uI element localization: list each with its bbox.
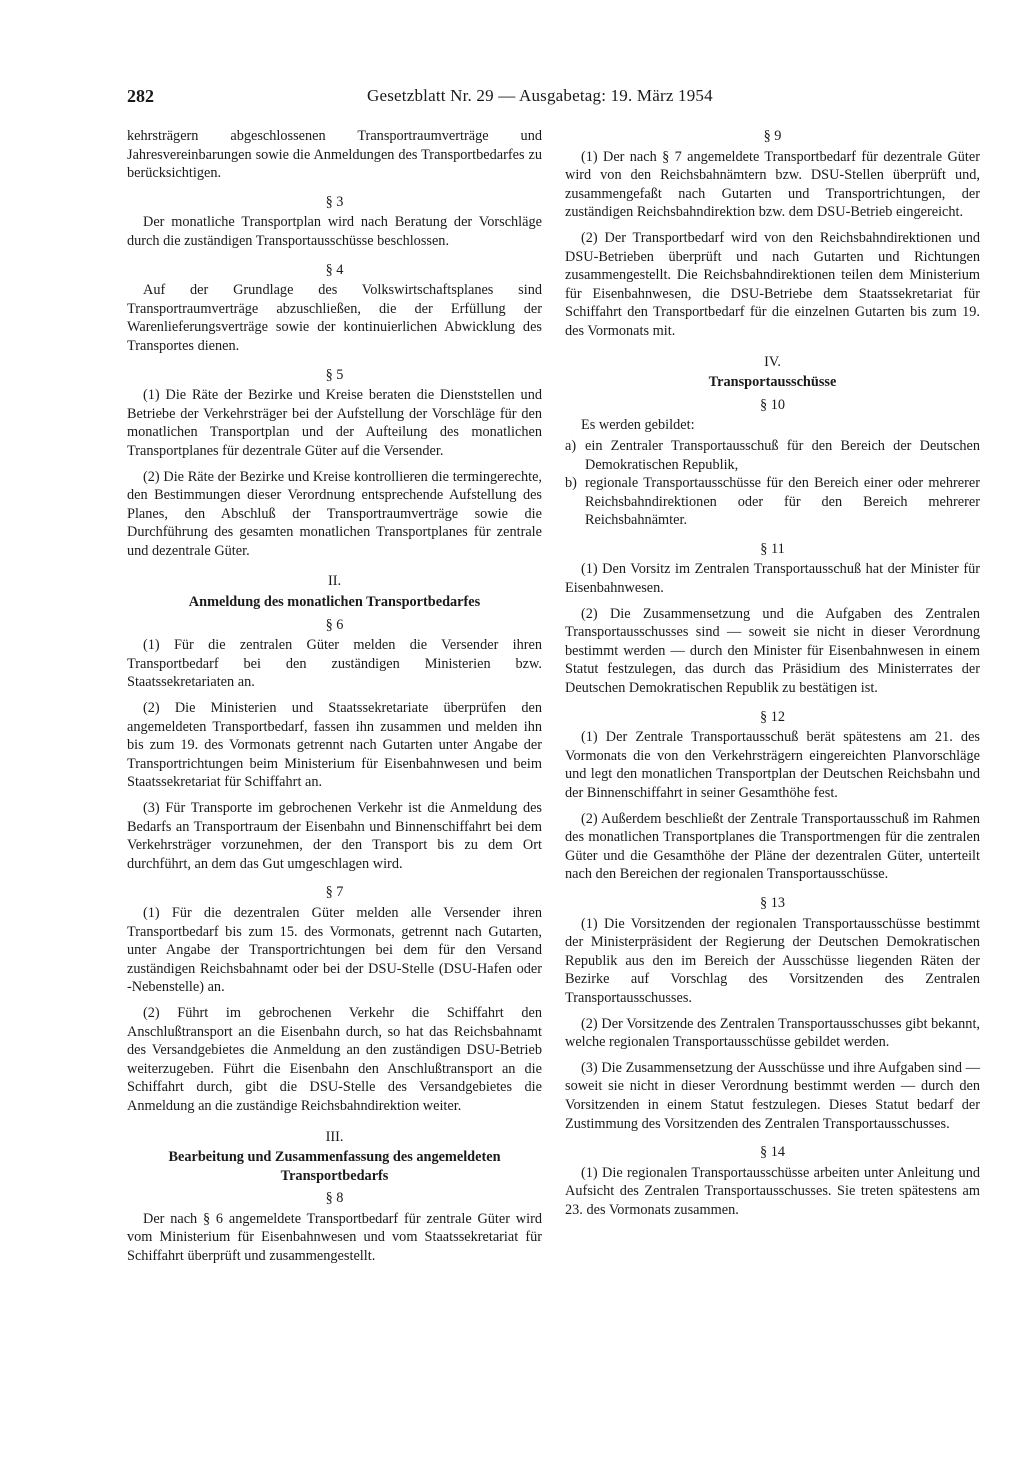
section-11-heading: § 11 <box>760 540 785 557</box>
section-4-text: Auf der Grundlage des Volkswirtschaftsplanes sind Transportraumverträge abzuschließen, die der Erfüllung der Warenlieferungsverträge sowie der kontinuierlichen Abwicklung des Transportes dienen. <box>127 282 542 354</box>
part-3-title: Bearbeitung und Zusammenfassung des angemeldeten Transportbedarfs <box>168 1149 501 1184</box>
item-a-label: a) <box>565 437 577 454</box>
section-12-paragraph-1: (1) Der Zentrale Transportausschuß berät spätestens am 21. des Vormonats die von den Verkehrsträgern eingereichten Planvorschläge und legt den monatlichen Transportplan der Deutschen Reichsbahn und der Binnenschiffahrt in seiner Gesamthöhe fest. <box>565 729 980 801</box>
section-5-paragraph-2: (2) Die Räte der Bezirke und Kreise kontrollieren die termingerechte, den Bestimmungen dieser Verordnung entsprechende Aufstellung des Planes, den Abschluß der Transportraumverträge sowie die Durchführung des gesamten monatlichen Transportplanes für zentrale und dezentrale Güter. <box>127 468 542 559</box>
section-8-heading: § 8 <box>325 1190 344 1207</box>
section-9-paragraph-2: (2) Der Transportbedarf wird von den Reichsbahndirektionen und DSU-Betrieben überprüft und nach Gutarten und Richtungen zusammengestellt. Die Reichsbahndirektionen teilen dem Ministerium für Eisenbahnwesen, die DSU-Betriebe dem Staatssekretariat für Schiffahrt den Transportbedarf für die einzelnen Gutarten bis zum 19. des Vormonats mit. <box>565 229 980 339</box>
part-4-title: Transportausschüsse <box>708 374 837 391</box>
section-13-paragraph-3: (3) Die Zusammensetzung der Ausschüsse und ihre Aufgaben sind — soweit sie nicht in dieser Verordnung bestimmt werden — durch den Vorsitzenden in einem Statut festzulegen. Dieses Statut bedarf der Zustimmung des Vorsitzenden des Zentralen Transportausschusses. <box>565 1059 980 1132</box>
item-a-text: ein Zentraler Transportausschuß für den Bereich der Deutschen Demokratischen Republik, <box>585 437 980 473</box>
item-b-label: b) <box>565 475 577 492</box>
section-8-text: Der nach § 6 angemeldete Transportbedarf für zentrale Güter wird vom Ministerium für Eisenbahnwesen und vom Staatssekretariat für Schiffahrt überprüft und zusammengestellt. <box>127 1210 542 1265</box>
section-6-paragraph-1: (1) Für die zentralen Güter melden die Versender ihren Transportbedarf bei den zuständigen Ministerien bzw. Staatssekretariaten an. <box>127 637 542 691</box>
section-12-paragraph-2: (2) Außerdem beschließt der Zentrale Transportausschuß im Rahmen des monatlichen Transportplanes die Transportmengen für die zentralen Güter und die Gesamthöhe der Pläne der dezentralen Güter, unterteilt nach den Bereichen der regionalen Transportausschüsse. <box>565 810 980 883</box>
part-2-number: II. <box>327 573 342 590</box>
right-column <box>565 127 980 1226</box>
section-13-paragraph-1: (1) Die Vorsitzenden der regionalen Transportausschüsse bestimmt der Ministerpräsident der Regierung der Deutschen Demokratischen Republik aus den im Bereich der Ausschüsse liegenden Räten der Bezirke auf Vorschlag des Vorsitzenden des Zentralen Transportausschusses. <box>565 915 980 1006</box>
header-title: Gesetzblatt Nr. 29 — Ausgabetag: 19. März 1954 <box>367 86 713 105</box>
section-14-heading: § 14 <box>759 1144 786 1161</box>
section-13-heading: § 13 <box>759 894 786 911</box>
section-14-paragraph-1: (1) Die regionalen Transportausschüsse arbeiten unter Anleitung und Aufsicht des Zentralen Transportausschusses. Sie treten spätestens am 23. des Vormonats zusammen. <box>565 1164 980 1218</box>
part-3-number: III. <box>325 1128 344 1145</box>
section-5-heading: § 5 <box>325 366 344 383</box>
section-6-heading: § 6 <box>325 616 344 633</box>
page-number: 282 <box>127 86 154 106</box>
item-b-text: regionale Transportausschüsse für den Bereich einer oder mehrerer Reichsbahndirektionen oder für den Bereich mehrerer Reichsbahnämter. <box>585 475 980 529</box>
section-11-paragraph-2: (2) Die Zusammensetzung und die Aufgaben des Zentralen Transportausschusses sind — soweit sie nicht in dieser Verordnung bestimmt werden — durch den Minister für Eisenbahnwesen in einem Statut festzulegen, das durch das Präsidium des Ministerrates der Deutschen Demokratischen Republik zu bestätigen ist. <box>565 605 980 697</box>
section-11-paragraph-1: (1) Den Vorsitz im Zentralen Transportausschuß hat der Minister für Eisenbahnwesen. <box>565 561 980 597</box>
section-10-item-b <box>565 474 980 530</box>
section-6-paragraph-3: (3) Für Transporte im gebrochenen Verkehr ist die Anmeldung des Bedarfs an Transportraum der Eisenbahn und Binnenschiffahrt bei dem Verkehrsträger vorzunehmen, der den Transport bis zu dem Ort durchführt, an dem das Gut umgeschlagen wird. <box>127 800 542 872</box>
intro-paragraph: kehrsträgern abgeschlossenen Transportraumverträge und Jahresvereinbarungen sowie die Anmeldungen des Transportbedarfes zu berücksichtigen. <box>127 128 542 182</box>
section-3-heading: § 3 <box>325 193 344 210</box>
section-7-paragraph-2: (2) Führt im gebrochenen Verkehr die Schiffahrt den Anschlußtransport an die Eisenbahn durch, so hat das Reichsbahnamt des Versandgebietes die Anmeldung an den zuständigen DSU-Betrieb weiterzugeben. Führt die Eisenbahn den Anschlußtransport an die Schiffahrt durch, gibt die DSU-Stelle des Versandgebietes die Anmeldung an die zuständige Reichsbahndirektion weiter. <box>127 1004 542 1114</box>
section-3-text: Der monatliche Transportplan wird nach Beratung der Vorschläge durch die zuständigen Transportausschüsse beschlossen. <box>127 214 542 249</box>
section-7-paragraph-1: (1) Für die dezentralen Güter melden alle Versender ihren Transportbedarf bis zum 15. des Vormonats, getrennt nach Gutarten, unter Angabe der Transportrichtungen bei dem für den Versand zuständigen Reichsbahnamt oder bei der DSU-Stelle (DSU-Hafen oder -Nebenstelle) an. <box>127 904 542 996</box>
left-column <box>127 127 542 1273</box>
section-7-heading: § 7 <box>325 884 344 901</box>
section-10-item-a <box>565 437 980 474</box>
section-13-paragraph-2: (2) Der Vorsitzende des Zentralen Transportausschusses gibt bekannt, welche regionalen Transportausschüsse gebildet werden. <box>565 1015 980 1051</box>
page-header <box>127 86 982 116</box>
section-9-paragraph-1: (1) Der nach § 7 angemeldete Transportbedarf für dezentrale Güter wird von den Reichsbahnämtern bzw. DSU-Stellen überprüft und, zusammengefaßt nach Gutarten und Transportrichtungen, der zuständigen Reichsbahndirektion bzw. dem DSU-Betrieb eingereicht. <box>565 148 980 221</box>
part-4-number: IV. <box>764 353 781 370</box>
part-2-title: Anmeldung des monatlichen Transportbedarfes <box>188 594 481 611</box>
section-12-heading: § 12 <box>759 708 786 725</box>
section-10-heading: § 10 <box>759 396 786 413</box>
section-10-intro: Es werden gebildet: <box>581 417 695 434</box>
section-4-heading: § 4 <box>325 261 344 278</box>
section-6-paragraph-2: (2) Die Ministerien und Staatssekretariate überprüfen den angemeldeten Transportbedarf, fassen ihn zusammen und melden ihn bis zum 19. des Vormonats getrennt nach Gutarten unter Angabe der Transportrichtungen beim Ministerium für Eisenbahnwesen und beim Staatssekretariat für Schiffahrt an. <box>127 700 542 791</box>
section-5-paragraph-1: (1) Die Räte der Bezirke und Kreise beraten die Dienststellen und Betriebe der Verkehrsträger bei der Aufstellung der Vorschläge für den monatlichen Transportplan und der Aufteilung des monatlichen Transportplanes für dezentrale Güter auf die Versender. <box>127 387 542 459</box>
section-9-heading: § 9 <box>763 128 782 144</box>
